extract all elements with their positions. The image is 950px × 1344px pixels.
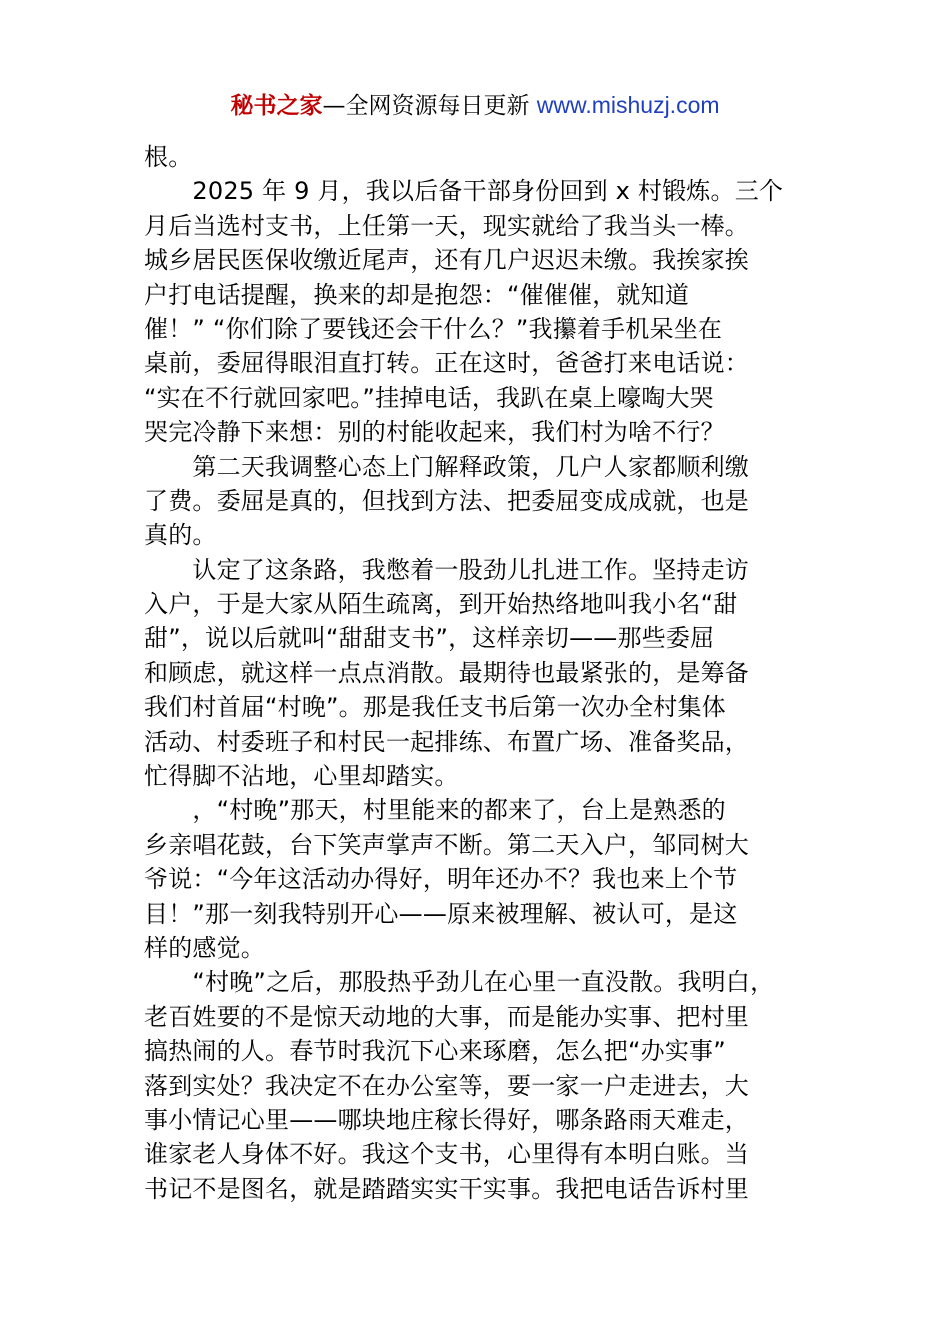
text-line: 老百姓要的不是惊天动地的大事，而是能办实事、把村里 bbox=[144, 1002, 749, 1031]
text-line: 爷说：“今年这活动办得好，明年还办不？我也来上个节 bbox=[144, 865, 738, 894]
brand-name: 秘书之家 bbox=[230, 93, 323, 119]
text-line: 催！” “你们除了要钱还会干什么？”我攥着手机呆坐在 bbox=[144, 314, 723, 343]
text-line: 样的感觉。 bbox=[144, 933, 265, 962]
text-line: 2025 年 9 月，我以后备干部身份回到 x 村锻炼。三个 bbox=[144, 177, 784, 206]
text-line: 哭完冷静下来想：别的村能收起来，我们村为啥不行？ bbox=[144, 418, 725, 447]
document-body bbox=[144, 140, 810, 1206]
text-line: 真的。 bbox=[144, 521, 217, 550]
text-line: 活动、村委班子和村民一起排练、布置广场、准备奖品， bbox=[144, 727, 749, 756]
text-line: 入户，于是大家从陌生疏离，到开始热络地叫我小名“甜 bbox=[144, 590, 738, 619]
text-line: 谁家老人身体不好。我这个支书，心里得有本明白账。当 bbox=[144, 1140, 749, 1169]
text-line: 了费。委屈是真的，但找到方法、把委屈变成成就，也是 bbox=[144, 486, 749, 515]
text-line: 和顾虑，就这样一点点消散。最期待也最紧张的，是筹备 bbox=[144, 658, 749, 687]
text-line: 第二天我调整心态上门解释政策，几户人家都顺利缴 bbox=[144, 452, 749, 481]
text-line: 月后当选村支书，上任第一天，现实就给了我当头一棒。 bbox=[144, 211, 749, 240]
text-line: 认定了这条路，我憋着一股劲儿扎进工作。坚持走访 bbox=[144, 555, 749, 584]
text-line: 目！”那一刻我特别开心——原来被理解、被认可，是这 bbox=[144, 899, 738, 928]
text-line: 乡亲唱花鼓，台下笑声掌声不断。第二天入户，邹同树大 bbox=[144, 830, 749, 859]
text-line: 城乡居民医保收缴近尾声，还有几户迟迟未缴。我挨家挨 bbox=[144, 246, 749, 275]
text-line: 落到实处？我决定不在办公室等，要一家一户走进去，大 bbox=[144, 1071, 749, 1100]
text-line: 户打电话提醒，换来的却是抱怨：“催催催，就知道 bbox=[144, 280, 690, 309]
site-url-link[interactable]: www.mishuzj.com bbox=[536, 92, 720, 118]
text-line: 我们村首届“村晚”。那是我任支书后第一次办全村集体 bbox=[144, 693, 726, 722]
page-header bbox=[0, 89, 950, 122]
text-line: 事小情记心里——哪块地庄稼长得好，哪条路雨天难走， bbox=[144, 1105, 749, 1134]
text-line: 甜”，说以后就叫“甜甜支书”，这样亲切——那些委屈 bbox=[144, 624, 715, 653]
text-line: 根。 bbox=[144, 143, 193, 171]
text-line: 搞热闹的人。春节时我沉下心来琢磨，怎么把“办实事” bbox=[144, 1037, 726, 1066]
text-line: 忙得脚不沾地，心里却踏实。 bbox=[144, 762, 459, 791]
text-line: “村晚”之后，那股热乎劲儿在心里一直没散。我明白， bbox=[144, 968, 775, 997]
text-line: 书记不是图名，就是踏踏实实干实事。我把电话告诉村里 bbox=[144, 1174, 749, 1203]
header-tagline: —全网资源每日更新 bbox=[322, 93, 537, 119]
text-line: ，“村晚”那天，村里能来的都来了，台上是熟悉的 bbox=[144, 796, 726, 825]
text-line: “实在不行就回家吧。”挂掉电话，我趴在桌上嚎啕大哭 bbox=[144, 383, 714, 412]
text-line: 桌前，委屈得眼泪直打转。正在这时，爸爸打来电话说： bbox=[144, 349, 749, 378]
